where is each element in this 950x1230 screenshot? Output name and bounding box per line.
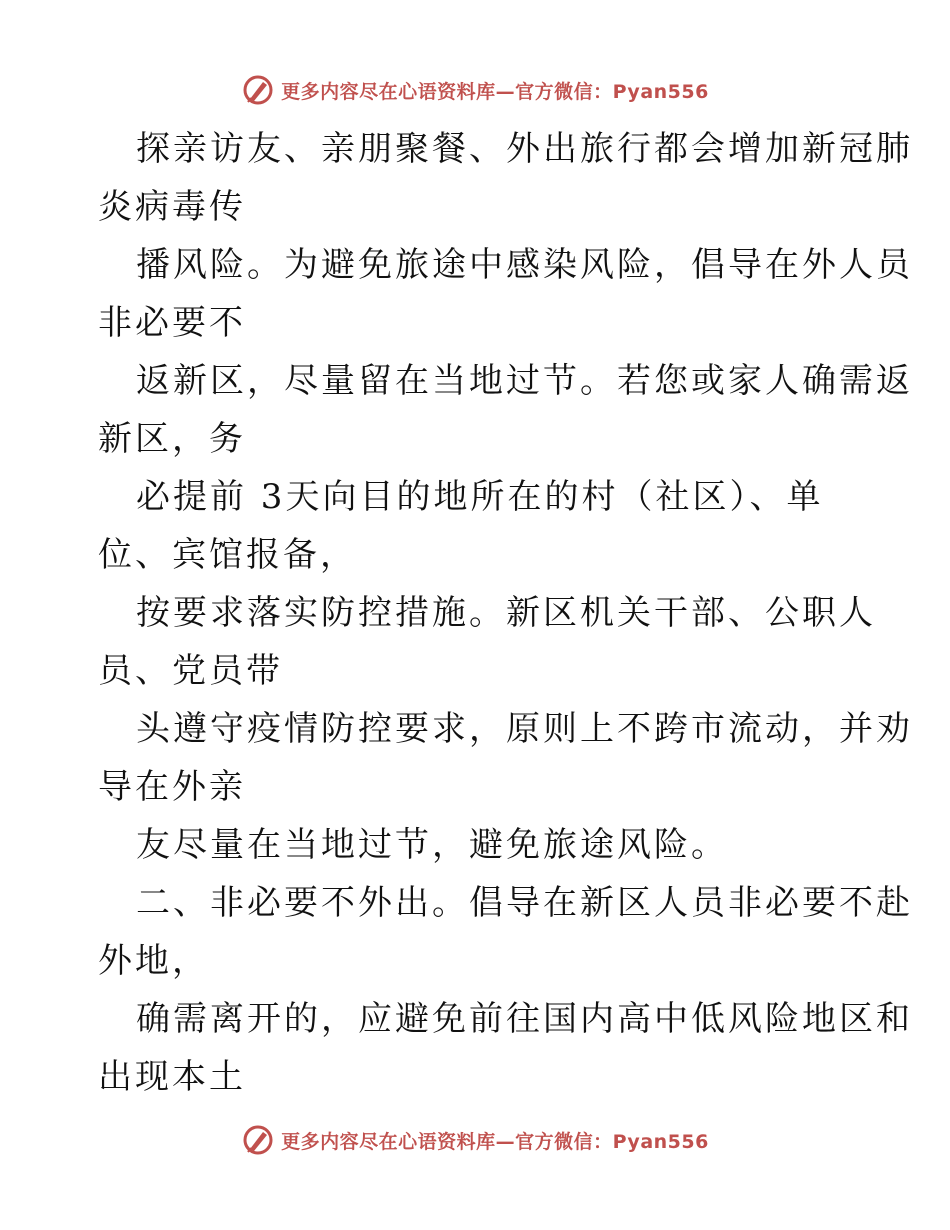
text-line: 炎病毒传 <box>98 187 246 227</box>
footer-watermark <box>0 1120 950 1160</box>
text-line: 必提前 3天向目的地所在的村（社区）、单 <box>136 477 824 517</box>
text-line: 探亲访友、亲朋聚餐、外出旅行都会增加新冠肺 <box>136 129 913 169</box>
text-line: 二、非必要不外出。倡导在新区人员非必要不赴 <box>136 883 913 923</box>
document-body <box>98 120 913 1106</box>
text-line: 出现本土 <box>98 1057 246 1097</box>
text-line: 头遵守疫情防控要求，原则上不跨市流动，并劝 <box>136 709 913 749</box>
text-line: 播风险。为避免旅途中感染风险，倡导在外人员 <box>136 245 913 285</box>
text-line: 导在外亲 <box>98 767 246 807</box>
text-line: 非必要不 <box>98 303 246 343</box>
text-line: 新区，务 <box>98 419 246 459</box>
watermark-text: 更多内容尽在心语资料库—官方微信：Pyan556 <box>281 1130 709 1153</box>
text-line: 外地， <box>98 941 209 981</box>
text-line: 位、宾馆报备， <box>98 535 357 575</box>
feather-pen-logo-icon <box>241 1123 275 1157</box>
feather-pen-logo-icon <box>241 73 275 107</box>
header-watermark <box>0 70 950 110</box>
text-line: 返新区，尽量留在当地过节。若您或家人确需返 <box>136 361 913 401</box>
text-line: 按要求落实防控措施。新区机关干部、公职人 <box>136 593 876 633</box>
text-line: 员、党员带 <box>98 651 283 691</box>
watermark-text: 更多内容尽在心语资料库—官方微信：Pyan556 <box>281 80 709 103</box>
text-line: 确需离开的，应避免前往国内高中低风险地区和 <box>136 999 913 1039</box>
text-line: 友尽量在当地过节，避免旅途风险。 <box>136 825 728 865</box>
